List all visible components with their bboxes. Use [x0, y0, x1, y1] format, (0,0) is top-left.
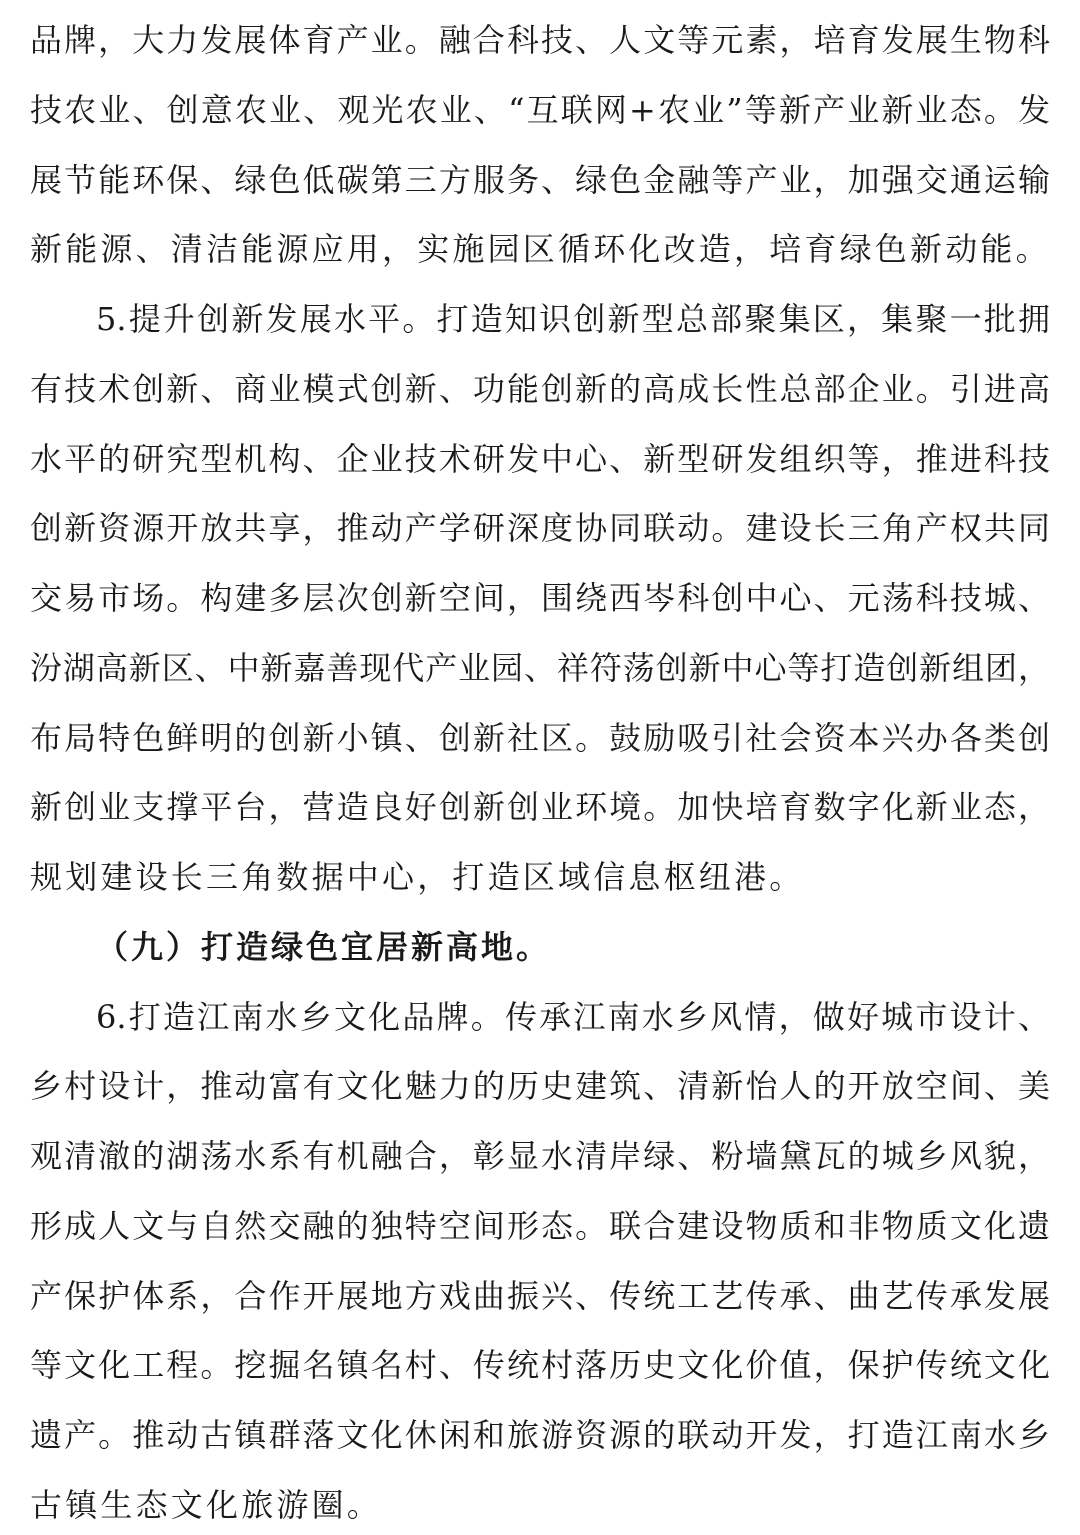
text-line: 等文化工程。挖掘名镇名村、传统村落历史文化价值，保护传统文化 — [30, 1346, 1050, 1384]
text-line: 交易市场。构建多层次创新空间，围绕西岑科创中心、元荡科技城、 — [30, 579, 1050, 617]
text-line: 规划建设长三角数据中心，打造区域信息枢纽港。 — [30, 858, 805, 896]
text-line: 布局特色鲜明的创新小镇、创新社区。鼓励吸引社会资本兴办各类创 — [30, 719, 1050, 757]
text-line: 产保护体系，合作开展地方戏曲振兴、传统工艺传承、曲艺传承发展 — [30, 1277, 1050, 1315]
section-heading: （九）打造绿色宜居新高地。 — [96, 928, 552, 966]
text-line: 新创业支撑平台，营造良好创新创业环境。加快培育数字化新业态， — [30, 788, 1050, 826]
text-line: 品牌，大力发展体育产业。融合科技、人文等元素，培育发展生物科 — [30, 21, 1050, 59]
text-line: 观清澈的湖荡水系有机融合，彰显水清岸绿、粉墙黛瓦的城乡风貌， — [30, 1137, 1050, 1175]
text-line: 形成人文与自然交融的独特空间形态。联合建设物质和非物质文化遗 — [30, 1207, 1050, 1245]
text-line: 古镇生态文化旅游圈。 — [30, 1486, 383, 1524]
text-line: 遗产。推动古镇群落文化休闲和旅游资源的联动开发，打造江南水乡 — [30, 1416, 1050, 1454]
text-line: 创新资源开放共享，推动产学研深度协同联动。建设长三角产权共同 — [30, 509, 1050, 547]
paragraph-first-line: 5.提升创新发展水平。打造知识创新型总部聚集区，集聚一批拥 — [96, 300, 1050, 338]
text-line: 水平的研究型机构、企业技术研发中心、新型研发组织等，推进科技 — [30, 440, 1050, 478]
text-line: 技农业、创意农业、观光农业、“互联网+农业”等新产业新业态。发 — [30, 91, 1050, 129]
text-line: 乡村设计，推动富有文化魅力的历史建筑、清新怡人的开放空间、美 — [30, 1067, 1050, 1105]
text-line: 有技术创新、商业模式创新、功能创新的高成长性总部企业。引进高 — [30, 370, 1050, 408]
text-line: 新能源、清洁能源应用，实施园区循环化改造，培育绿色新动能。 — [30, 230, 1051, 268]
paragraph-first-line: 6.打造江南水乡文化品牌。传承江南水乡风情，做好城市设计、 — [96, 998, 1050, 1036]
text-line: 汾湖高新区、中新嘉善现代产业园、祥符荡创新中心等打造创新组团， — [30, 649, 1050, 687]
text-line: 展节能环保、绿色低碳第三方服务、绿色金融等产业，加强交通运输 — [30, 161, 1050, 199]
